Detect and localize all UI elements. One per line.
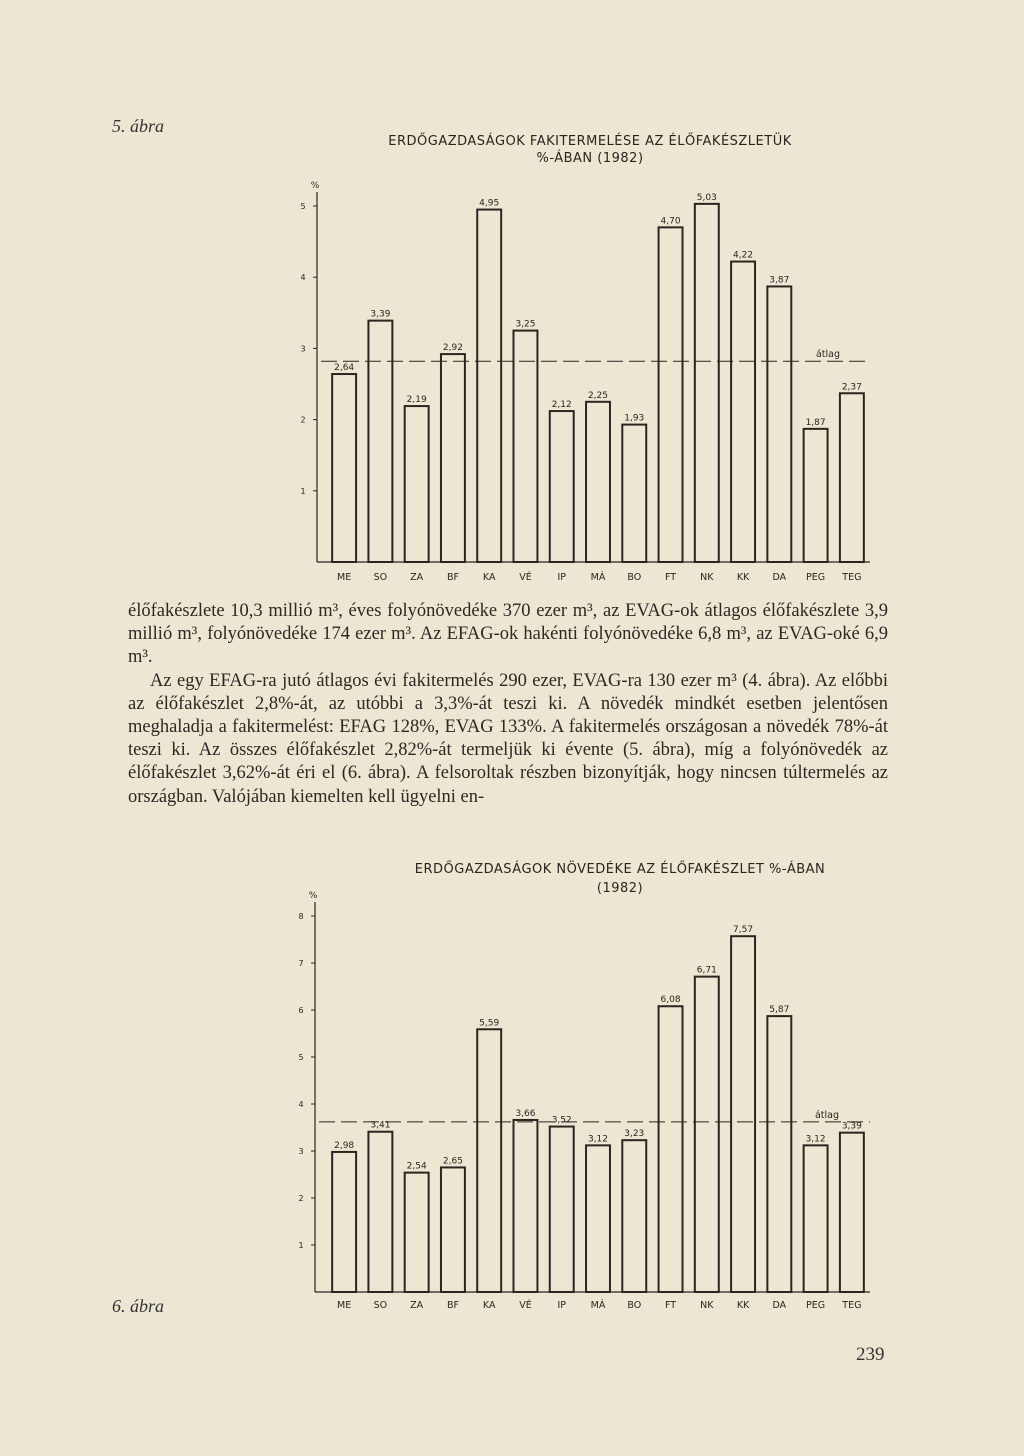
chart2-data-label: 3,12 — [805, 1134, 826, 1145]
chart1-category-label: KA — [482, 572, 496, 583]
chart2-title-line2: (1982) — [596, 881, 644, 896]
chart1-y-tick-label: 4 — [300, 273, 306, 283]
chart1-bar — [622, 425, 646, 562]
chart1-title — [330, 134, 850, 166]
chart1-category-label: NK — [700, 572, 714, 583]
chart1-category-label: VÉ — [519, 572, 532, 583]
chart2-data-label: 3,66 — [515, 1108, 536, 1119]
chart2-bar — [477, 1029, 501, 1292]
chart2-bar — [731, 936, 755, 1292]
chart2-bar — [586, 1145, 610, 1292]
chart2-data-label: 3,39 — [841, 1121, 862, 1132]
chart2-data-label: 5,87 — [769, 1005, 790, 1016]
chart2-category-label: ME — [337, 1300, 352, 1311]
chart1-category-label: BF — [446, 572, 459, 583]
chart1-category-label: MÁ — [590, 572, 606, 583]
chart1-data-label: 3,25 — [515, 319, 536, 330]
chart2-category-label: KK — [736, 1300, 750, 1311]
chart2-y-tick-label: 4 — [298, 1100, 304, 1109]
chart2-bar — [513, 1120, 537, 1292]
chart1-average-label: átlag — [815, 349, 841, 361]
chart1-bar — [586, 402, 610, 562]
chart2-category-label: SO — [373, 1300, 388, 1311]
chart2-category-label: VÉ — [519, 1300, 532, 1311]
chart1-category-label: TEG — [842, 572, 862, 583]
chart1-bar — [513, 331, 537, 562]
chart2-data-label: 2,54 — [406, 1161, 427, 1172]
chart1-bar — [332, 374, 356, 562]
chart2-y-tick-label: 8 — [298, 912, 304, 921]
chart2-bar — [550, 1127, 574, 1292]
chart2-category-label: PEG — [806, 1300, 826, 1311]
chart2-bar — [405, 1173, 429, 1292]
chart2-y-unit-label: % — [308, 891, 318, 901]
chart2-y-tick-label: 6 — [298, 1006, 304, 1015]
chart1-category-label: SO — [373, 572, 388, 583]
chart2-data-label: 2,98 — [334, 1140, 355, 1151]
chart2-bar — [332, 1152, 356, 1292]
chart2-y-tick-label: 1 — [298, 1241, 304, 1250]
chart1-data-label: 4,22 — [733, 250, 754, 261]
paragraph-1: élőfakészlete 10,3 millió m³, éves folyónövedéke 370 ezer m³, az EVAG-ok átlagos élőfakészlete 3,9 millió m³, folyónövedéke 174 ezer m³. Az EFAG-ok hakénti folyónövedéke 6,8 m³, az EVAG-oké 6,9 m³. — [128, 601, 888, 668]
chart1-data-label: 1,87 — [805, 417, 826, 428]
chart2-data-label: 3,52 — [551, 1115, 572, 1126]
figure6-label: 6. ábra — [112, 1296, 165, 1316]
chart2-y-tick-label: 5 — [298, 1053, 304, 1062]
chart2-title-line1: ERDŐGAZDASÁGOK NÖVEDÉKE AZ ÉLŐFAKÉSZLET %-ÁBAN — [414, 862, 826, 877]
chart2-data-label: 3,41 — [370, 1120, 391, 1131]
chart1-category-label: ZA — [410, 572, 424, 583]
chart1-category-label: FT — [664, 572, 677, 583]
chart1-y-tick-label: 3 — [300, 344, 306, 354]
chart1-bar — [659, 227, 683, 562]
chart2-data-label: 3,12 — [587, 1134, 609, 1145]
chart1-title-line1: ERDŐGAZDASÁGOK FAKITERMELÉSE AZ ÉLŐFAKÉSZLETÜK — [388, 134, 792, 149]
chart2-bar — [368, 1132, 392, 1292]
chart1-bar — [441, 354, 465, 562]
chart2-y-tick-label: 3 — [298, 1147, 304, 1156]
chart2-category-label: BF — [446, 1300, 459, 1311]
chart1-data-label: 2,64 — [334, 363, 355, 374]
chart1-bar — [368, 321, 392, 562]
chart1-bar — [695, 204, 719, 562]
chart2-data-label: 6,71 — [696, 965, 717, 976]
chart1-data-label: 5,03 — [696, 192, 717, 203]
chart2-bar — [840, 1133, 864, 1292]
chart1-y-tick-label: 5 — [300, 202, 306, 211]
chart2-data-label: 2,65 — [442, 1156, 463, 1167]
chart2-category-label: DA — [772, 1300, 787, 1311]
chart2-data-label: 3,23 — [624, 1129, 645, 1140]
chart2-bar — [659, 1006, 683, 1292]
chart2-category-label: ZA — [410, 1300, 424, 1311]
chart1-y-unit-label: % — [310, 181, 320, 191]
chart2-category-label: BO — [627, 1300, 642, 1311]
chart2-bar — [622, 1140, 646, 1292]
chart1-bar — [804, 429, 828, 562]
chart1-bar — [840, 393, 864, 562]
chart1-bar — [731, 262, 755, 562]
chart2-category-label: TEG — [842, 1300, 862, 1311]
chart2-bar — [767, 1016, 791, 1292]
chart2-data-label: 6,08 — [660, 995, 681, 1006]
chart1-bar — [767, 286, 791, 562]
chart2-y-tick-label: 7 — [298, 959, 304, 968]
chart2-bar — [695, 977, 719, 1292]
chart1-data-label: 4,95 — [479, 198, 500, 209]
chart1-bar — [405, 406, 429, 562]
chart1-data-label: 2,25 — [587, 390, 609, 401]
chart1-category-label: PEG — [806, 572, 826, 583]
chart1-data-label: 2,37 — [841, 382, 862, 393]
chart1-y-tick-label: 1 — [300, 486, 306, 496]
chart2-bar — [441, 1167, 465, 1292]
chart1-category-label: KK — [736, 572, 750, 583]
chart2-category-label: FT — [664, 1300, 677, 1311]
chart2-svg — [280, 880, 900, 1330]
chart2-data-label: 5,59 — [479, 1018, 500, 1029]
page-number: 239 — [856, 1344, 885, 1365]
chart1-data-label: 3,39 — [370, 309, 391, 320]
chart1-category-label: BO — [627, 572, 642, 583]
chart1-bar — [477, 210, 501, 562]
chart1-category-label: IP — [557, 572, 566, 583]
paragraph-2: Az egy EFAG-ra jutó átlagos évi fakitermelés 290 ezer, EVAG-ra 130 ezer m³ (4. ábra). Az előbbi az élőfakészlet 2,8%-át, az utóbbi a 3,3%-át teszi ki. A növedék mindkét esetben jelentősen meghaladja a fakitermelést: EFAG 128%, EVAG 133%. A fakitermelés országosan a növedék 78%-át teszi ki. Az összes élőfakészlet 2,82%-át termeljük ki évente (5. ábra), míg a folyónövedék az élőfakészlet 3,62%-át éri el (6. ábra). A felsoroltak részben bizonyítják, hogy nincsen túltermelés az országban. Valójában kiemelten kell ügyelni en- — [128, 670, 888, 807]
chart2-category-label: MÁ — [590, 1300, 606, 1311]
chart1-title-line2: %-ÁBAN (1982) — [536, 151, 644, 166]
chart2-category-label: KA — [482, 1300, 496, 1311]
chart2-category-label: IP — [557, 1300, 566, 1311]
chart2-bar — [804, 1145, 828, 1292]
chart2-average-label: átlag — [814, 1109, 840, 1121]
chart2-y-tick-label: 2 — [298, 1194, 304, 1203]
chart1-data-label: 4,70 — [660, 216, 681, 227]
chart1-svg — [280, 170, 900, 590]
chart1-y-tick-label: 2 — [300, 415, 306, 425]
chart1-data-label: 1,93 — [624, 413, 645, 424]
chart1-data-label: 3,87 — [769, 275, 790, 286]
figure5-label: 5. ábra — [112, 116, 165, 136]
body-text — [128, 600, 888, 809]
chart1-data-label: 2,92 — [442, 343, 463, 354]
chart2-category-label: NK — [700, 1300, 714, 1311]
chart1-category-label: ME — [337, 572, 352, 583]
chart1-category-label: DA — [772, 572, 787, 583]
chart2-data-label: 7,57 — [733, 925, 754, 936]
chart1-bar — [550, 411, 574, 562]
chart1-data-label: 2,12 — [551, 400, 572, 411]
chart1-data-label: 2,19 — [406, 395, 427, 406]
